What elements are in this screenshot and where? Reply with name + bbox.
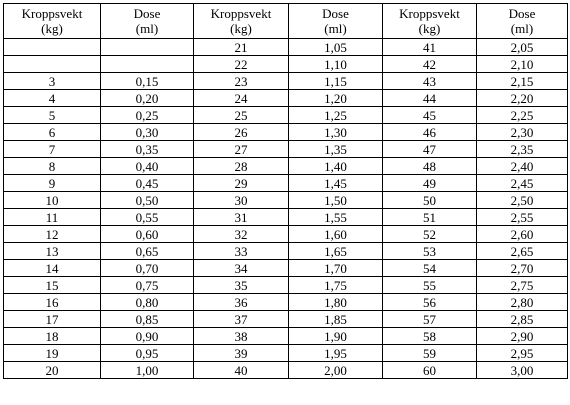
table-row xyxy=(4,73,568,90)
cell-dose-2: 1,95 xyxy=(289,345,383,362)
cell-dose-1: 0,45 xyxy=(101,175,194,192)
cell-weight-3: 43 xyxy=(383,73,477,90)
table-row xyxy=(4,90,568,107)
cell-dose-2: 1,45 xyxy=(289,175,383,192)
cell-weight-3: 55 xyxy=(383,277,477,294)
table-row xyxy=(4,107,568,124)
cell-dose-2: 1,30 xyxy=(289,124,383,141)
cell-dose-2: 1,75 xyxy=(289,277,383,294)
header-dose-1: Dose (ml) xyxy=(101,4,194,39)
table-row xyxy=(4,362,568,379)
cell-weight-3: 45 xyxy=(383,107,477,124)
cell-weight-2: 27 xyxy=(194,141,289,158)
cell-weight-3: 57 xyxy=(383,311,477,328)
cell-weight-1: 6 xyxy=(4,124,101,141)
table-row xyxy=(4,311,568,328)
cell-weight-3: 44 xyxy=(383,90,477,107)
cell-dose-1: 0,75 xyxy=(101,277,194,294)
cell-weight-3: 41 xyxy=(383,39,477,56)
cell-dose-2: 1,20 xyxy=(289,90,383,107)
header-weight-3: Kroppsvekt (kg) xyxy=(383,4,477,39)
cell-weight-3: 53 xyxy=(383,243,477,260)
cell-dose-3: 2,95 xyxy=(477,345,568,362)
table-row xyxy=(4,124,568,141)
cell-dose-3: 2,30 xyxy=(477,124,568,141)
table-row xyxy=(4,39,568,56)
cell-dose-3: 2,10 xyxy=(477,56,568,73)
cell-dose-1: 0,60 xyxy=(101,226,194,243)
cell-weight-1: 18 xyxy=(4,328,101,345)
cell-weight-2: 36 xyxy=(194,294,289,311)
cell-weight-3: 49 xyxy=(383,175,477,192)
cell-weight-2: 37 xyxy=(194,311,289,328)
cell-weight-3: 54 xyxy=(383,260,477,277)
table-body xyxy=(4,39,568,379)
cell-weight-3: 59 xyxy=(383,345,477,362)
table-row xyxy=(4,277,568,294)
cell-dose-1: 1,00 xyxy=(101,362,194,379)
cell-weight-2: 40 xyxy=(194,362,289,379)
cell-weight-1: 10 xyxy=(4,192,101,209)
cell-dose-3: 2,65 xyxy=(477,243,568,260)
cell-weight-2: 21 xyxy=(194,39,289,56)
cell-dose-3: 2,05 xyxy=(477,39,568,56)
table-row xyxy=(4,243,568,260)
table-header xyxy=(4,4,568,39)
table-row xyxy=(4,294,568,311)
cell-dose-2: 1,15 xyxy=(289,73,383,90)
cell-weight-3: 60 xyxy=(383,362,477,379)
cell-weight-1: 12 xyxy=(4,226,101,243)
cell-dose-3: 2,45 xyxy=(477,175,568,192)
cell-dose-1 xyxy=(101,56,194,73)
cell-dose-3: 3,00 xyxy=(477,362,568,379)
cell-dose-3: 2,15 xyxy=(477,73,568,90)
cell-dose-2: 1,35 xyxy=(289,141,383,158)
cell-dose-2: 2,00 xyxy=(289,362,383,379)
cell-weight-3: 47 xyxy=(383,141,477,158)
cell-weight-3: 51 xyxy=(383,209,477,226)
cell-weight-1: 17 xyxy=(4,311,101,328)
cell-weight-2: 28 xyxy=(194,158,289,175)
table-row xyxy=(4,192,568,209)
cell-dose-2: 1,70 xyxy=(289,260,383,277)
cell-weight-1: 16 xyxy=(4,294,101,311)
cell-weight-1: 13 xyxy=(4,243,101,260)
cell-dose-3: 2,60 xyxy=(477,226,568,243)
cell-dose-1: 0,50 xyxy=(101,192,194,209)
cell-dose-1: 0,65 xyxy=(101,243,194,260)
cell-dose-3: 2,40 xyxy=(477,158,568,175)
cell-dose-3: 2,25 xyxy=(477,107,568,124)
cell-weight-3: 50 xyxy=(383,192,477,209)
cell-weight-3: 48 xyxy=(383,158,477,175)
cell-weight-2: 33 xyxy=(194,243,289,260)
header-row xyxy=(4,4,568,39)
cell-dose-3: 2,90 xyxy=(477,328,568,345)
cell-dose-3: 2,70 xyxy=(477,260,568,277)
cell-weight-2: 39 xyxy=(194,345,289,362)
cell-weight-1 xyxy=(4,56,101,73)
cell-dose-1: 0,85 xyxy=(101,311,194,328)
cell-dose-3: 2,35 xyxy=(477,141,568,158)
cell-weight-2: 22 xyxy=(194,56,289,73)
cell-dose-2: 1,80 xyxy=(289,294,383,311)
cell-dose-1: 0,80 xyxy=(101,294,194,311)
cell-dose-1: 0,55 xyxy=(101,209,194,226)
cell-dose-3: 2,55 xyxy=(477,209,568,226)
cell-weight-2: 29 xyxy=(194,175,289,192)
cell-weight-1: 14 xyxy=(4,260,101,277)
cell-weight-3: 56 xyxy=(383,294,477,311)
table-row xyxy=(4,175,568,192)
cell-dose-2: 1,05 xyxy=(289,39,383,56)
cell-weight-2: 30 xyxy=(194,192,289,209)
cell-weight-2: 31 xyxy=(194,209,289,226)
table-row xyxy=(4,328,568,345)
cell-dose-2: 1,65 xyxy=(289,243,383,260)
cell-dose-3: 2,80 xyxy=(477,294,568,311)
cell-weight-2: 38 xyxy=(194,328,289,345)
cell-dose-2: 1,10 xyxy=(289,56,383,73)
cell-dose-3: 2,50 xyxy=(477,192,568,209)
cell-dose-2: 1,50 xyxy=(289,192,383,209)
cell-dose-3: 2,85 xyxy=(477,311,568,328)
cell-dose-2: 1,55 xyxy=(289,209,383,226)
table-row xyxy=(4,345,568,362)
cell-dose-3: 2,75 xyxy=(477,277,568,294)
cell-weight-3: 42 xyxy=(383,56,477,73)
table-row xyxy=(4,158,568,175)
cell-weight-2: 24 xyxy=(194,90,289,107)
header-weight-2: Kroppsvekt (kg) xyxy=(194,4,289,39)
cell-weight-2: 26 xyxy=(194,124,289,141)
cell-weight-2: 23 xyxy=(194,73,289,90)
cell-weight-1: 5 xyxy=(4,107,101,124)
cell-weight-2: 32 xyxy=(194,226,289,243)
cell-weight-1 xyxy=(4,39,101,56)
cell-weight-1: 8 xyxy=(4,158,101,175)
cell-weight-3: 52 xyxy=(383,226,477,243)
cell-weight-1: 15 xyxy=(4,277,101,294)
header-weight-1: Kroppsvekt (kg) xyxy=(4,4,101,39)
cell-dose-1: 0,20 xyxy=(101,90,194,107)
cell-dose-1: 0,25 xyxy=(101,107,194,124)
table-row xyxy=(4,260,568,277)
table-row xyxy=(4,141,568,158)
cell-dose-1: 0,15 xyxy=(101,73,194,90)
cell-dose-2: 1,85 xyxy=(289,311,383,328)
cell-dose-1: 0,70 xyxy=(101,260,194,277)
table-row xyxy=(4,226,568,243)
table-row xyxy=(4,56,568,73)
cell-dose-1: 0,95 xyxy=(101,345,194,362)
table-row xyxy=(4,209,568,226)
cell-dose-3: 2,20 xyxy=(477,90,568,107)
cell-weight-1: 19 xyxy=(4,345,101,362)
header-dose-3: Dose (ml) xyxy=(477,4,568,39)
cell-weight-3: 46 xyxy=(383,124,477,141)
dose-table xyxy=(3,3,568,379)
cell-weight-1: 7 xyxy=(4,141,101,158)
cell-dose-1: 0,30 xyxy=(101,124,194,141)
cell-dose-1: 0,90 xyxy=(101,328,194,345)
cell-weight-1: 20 xyxy=(4,362,101,379)
cell-weight-1: 9 xyxy=(4,175,101,192)
cell-dose-2: 1,60 xyxy=(289,226,383,243)
cell-weight-2: 35 xyxy=(194,277,289,294)
cell-weight-3: 58 xyxy=(383,328,477,345)
header-dose-2: Dose (ml) xyxy=(289,4,383,39)
cell-weight-2: 34 xyxy=(194,260,289,277)
cell-dose-2: 1,90 xyxy=(289,328,383,345)
cell-dose-2: 1,40 xyxy=(289,158,383,175)
cell-weight-2: 25 xyxy=(194,107,289,124)
cell-weight-1: 3 xyxy=(4,73,101,90)
cell-dose-1 xyxy=(101,39,194,56)
cell-dose-1: 0,35 xyxy=(101,141,194,158)
cell-weight-1: 11 xyxy=(4,209,101,226)
cell-weight-1: 4 xyxy=(4,90,101,107)
cell-dose-1: 0,40 xyxy=(101,158,194,175)
cell-dose-2: 1,25 xyxy=(289,107,383,124)
